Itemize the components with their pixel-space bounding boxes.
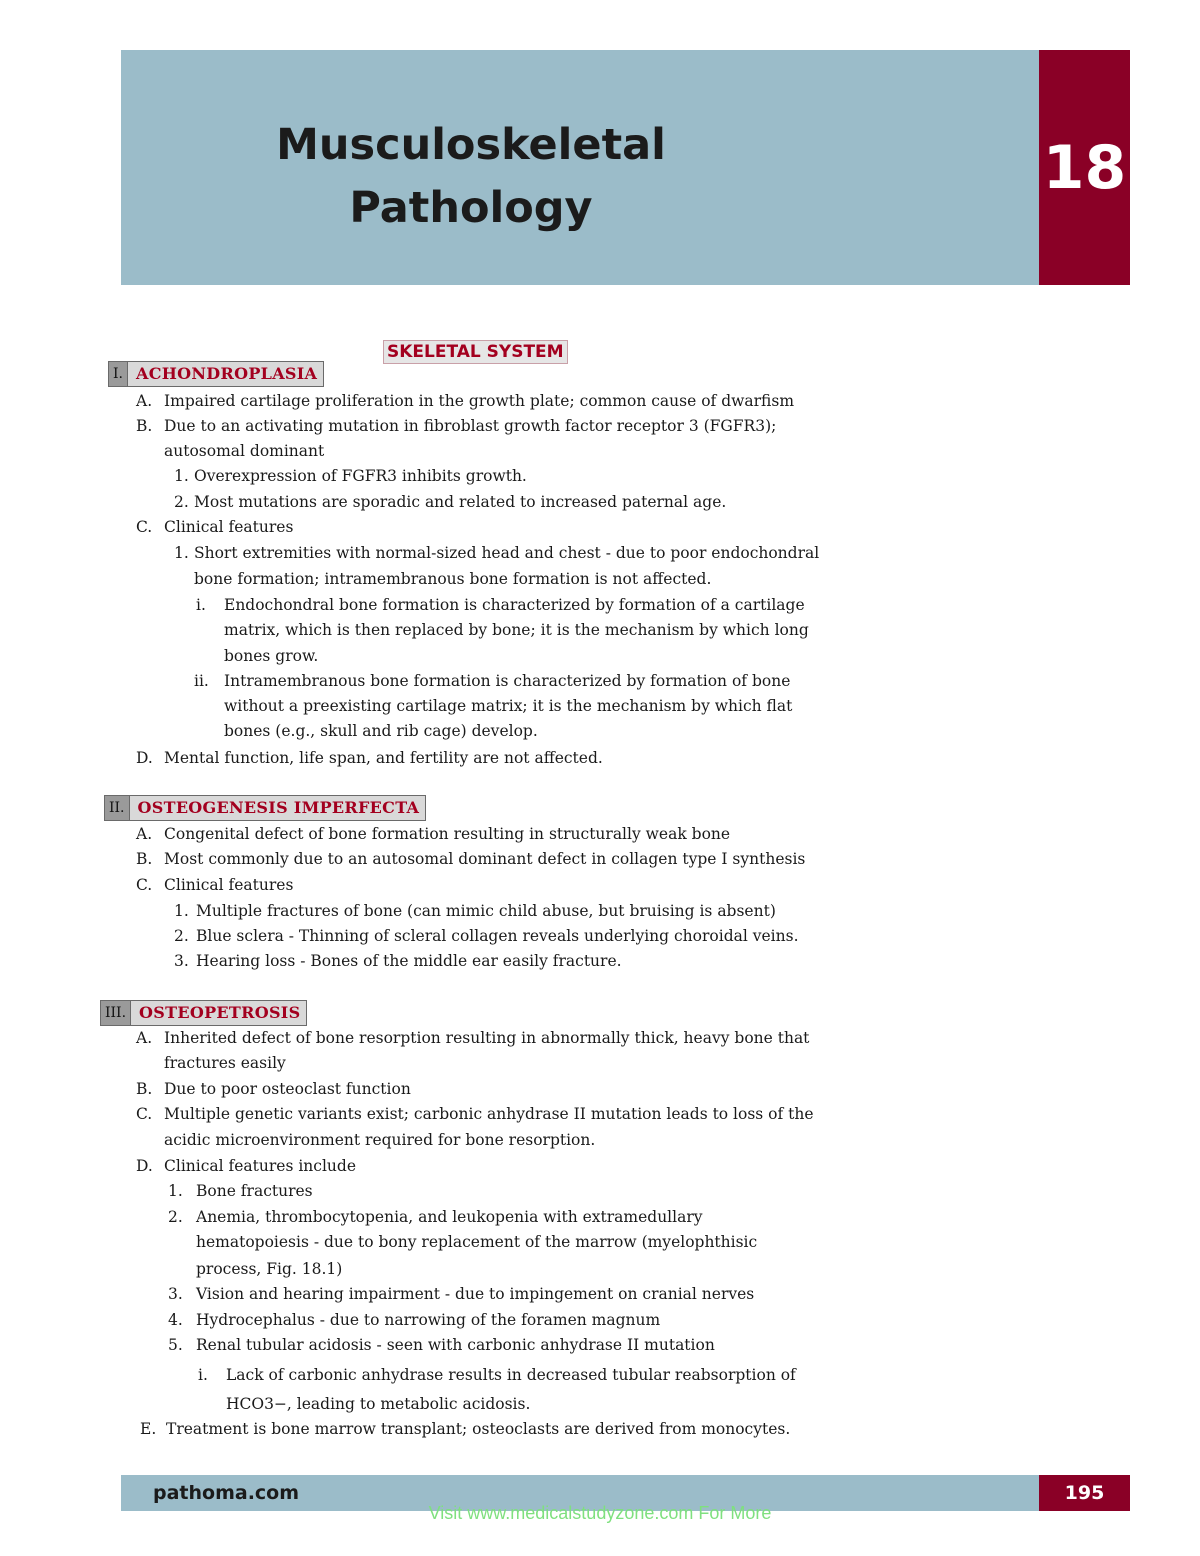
outline-line: 2. Blue sclera - Thinning of scleral collagen reveals underlying choroidal veins. [174, 927, 799, 945]
chapter-title-line2: Pathology [349, 183, 593, 233]
section-roman: I. [108, 361, 127, 387]
outline-line: acidic microenvironment required for bone resorption. [164, 1131, 596, 1149]
section-heading-osteopetrosis [100, 1001, 307, 1025]
chapter-title [121, 114, 821, 240]
outline-line: A. Impaired cartilage proliferation in the growth plate; common cause of dwarfism [136, 392, 795, 410]
page-number: 195 [1064, 1482, 1105, 1504]
outline-line: 3. Hearing loss - Bones of the middle ear easily fracture. [174, 952, 622, 970]
watermark-link[interactable]: Visit www.medicalstudyzone.com For More [428, 1503, 772, 1523]
section-heading-text: OSTEOGENESIS IMPERFECTA [129, 795, 427, 821]
outline-line: C. Clinical features [136, 876, 294, 894]
chapter-title-line1: Musculoskeletal [276, 120, 666, 170]
outline-line: process, Fig. 18.1) [196, 1260, 343, 1278]
outline-line: 5. Renal tubular acidosis - seen with carbonic anhydrase II mutation [168, 1336, 715, 1354]
outline-line: fractures easily [164, 1054, 286, 1072]
outline-line: 3. Vision and hearing impairment - due to impingement on cranial nerves [168, 1285, 755, 1303]
outline-line: 1. Multiple fractures of bone (can mimic child abuse, but bruising is absent) [174, 902, 776, 920]
outline-line: 4. Hydrocephalus - due to narrowing of the foramen magnum [168, 1311, 661, 1329]
outline-line: B. Most commonly due to an autosomal dominant defect in collagen type I synthesis [136, 850, 806, 868]
section-heading-osteogenesis-imperfecta [104, 796, 426, 820]
outline-line: bones grow. [224, 647, 319, 665]
section-heading-achondroplasia [108, 362, 324, 386]
outline-line: hematopoiesis - due to bony replacement of the marrow (myelophthisic [196, 1233, 758, 1251]
outline-line: bones (e.g., skull and rib cage) develop. [224, 722, 538, 740]
footer-site: pathoma.com [153, 1482, 300, 1504]
outline-line: E. Treatment is bone marrow transplant; osteoclasts are derived from monocytes. [140, 1420, 791, 1438]
outline-line: B. Due to an activating mutation in fibroblast growth factor receptor 3 (FGFR3); [136, 417, 777, 435]
outline-line: D. Clinical features include [136, 1157, 357, 1175]
outline-line: HCO3−, leading to metabolic acidosis. [226, 1395, 531, 1413]
chapter-number: 18 [1042, 132, 1127, 203]
outline-line: matrix, which is then replaced by bone; it is the mechanism by which long [224, 621, 809, 639]
outline-line: 1. Overexpression of FGFR3 inhibits growth. [174, 467, 527, 485]
outline-line: A. Inherited defect of bone resorption resulting in abnormally thick, heavy bone that [136, 1029, 810, 1047]
outline-line: i. Endochondral bone formation is characterized by formation of a cartilage [196, 596, 805, 614]
outline-line: ii. Intramembranous bone formation is characterized by formation of bone [194, 672, 791, 690]
outline-line: 2. Most mutations are sporadic and related to increased paternal age. [174, 493, 727, 511]
outline-line: bone formation; intramembranous bone formation is not affected. [194, 570, 712, 588]
chapter-header-band [121, 50, 1039, 285]
section-roman: III. [100, 1000, 130, 1026]
chapter-number-box [1039, 50, 1130, 285]
section-heading-text: OSTEOPETROSIS [130, 1000, 307, 1026]
outline-line: 1. Bone fractures [168, 1182, 313, 1200]
outline-line: without a preexisting cartilage matrix; it is the mechanism by which flat [224, 697, 793, 715]
section-heading-text: ACHONDROPLASIA [127, 361, 324, 387]
outline-line: 1. Short extremities with normal-sized head and chest - due to poor endochondral [174, 544, 820, 562]
outline-line: C. Multiple genetic variants exist; carbonic anhydrase II mutation leads to loss of the [136, 1105, 814, 1123]
outline-line: B. Due to poor osteoclast function [136, 1080, 411, 1098]
outline-line: D. Mental function, life span, and fertility are not affected. [136, 749, 603, 767]
section-title: SKELETAL SYSTEM [383, 340, 568, 364]
outline-line: i. Lack of carbonic anhydrase results in decreased tubular reabsorption of [198, 1366, 796, 1384]
outline-line: autosomal dominant [164, 442, 325, 460]
outline-line: C. Clinical features [136, 518, 294, 536]
outline-line: 2. Anemia, thrombocytopenia, and leukopenia with extramedullary [168, 1208, 703, 1226]
section-roman: II. [104, 795, 129, 821]
outline-line: A. Congenital defect of bone formation resulting in structurally weak bone [136, 825, 731, 843]
